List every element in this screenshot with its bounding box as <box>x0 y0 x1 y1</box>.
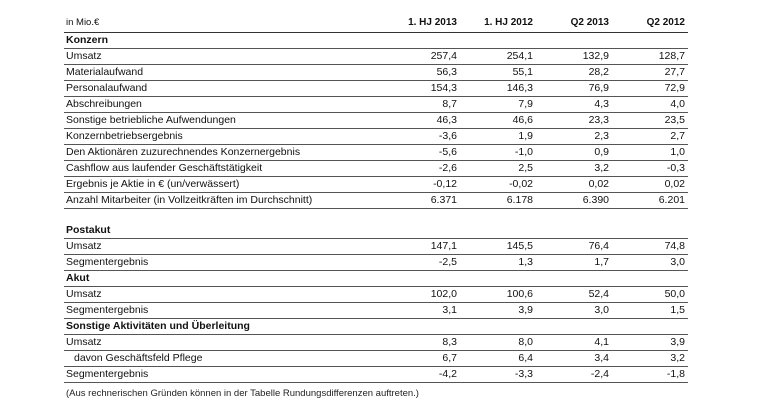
table-row <box>64 49 688 65</box>
table-row <box>64 145 688 161</box>
cell-value: -0,12 <box>380 177 460 193</box>
cell-value: 8,3 <box>380 335 460 351</box>
cell-value <box>612 271 688 287</box>
row-label: Segmentergebnis <box>64 255 380 271</box>
cell-value <box>536 271 612 287</box>
row-label: Abschreibungen <box>64 97 380 113</box>
table-body <box>64 12 688 383</box>
cell-value: -0,02 <box>460 177 536 193</box>
row-label: Cashflow aus laufender Geschäftstätigkeit <box>64 161 380 177</box>
section-header-row <box>64 223 688 239</box>
cell-value: 1,5 <box>612 303 688 319</box>
section-title: Sonstige Aktivitäten und Überleitung <box>64 319 380 335</box>
section-title: Akut <box>64 271 380 287</box>
row-label: Anzahl Mitarbeiter (in Vollzeitkräften im Durchschnitt) <box>64 193 380 209</box>
table-row <box>64 97 688 113</box>
row-label: Segmentergebnis <box>64 303 380 319</box>
section-header-row <box>64 319 688 335</box>
table-row <box>64 287 688 303</box>
financial-table <box>64 12 688 383</box>
row-label: davon Geschäftsfeld Pflege <box>64 351 380 367</box>
table-row <box>64 81 688 97</box>
table-row <box>64 161 688 177</box>
cell-value <box>536 319 612 335</box>
cell-value <box>612 319 688 335</box>
table-header-row <box>64 12 688 33</box>
cell-value: 100,6 <box>460 287 536 303</box>
cell-value: 3,9 <box>612 335 688 351</box>
cell-value: 147,1 <box>380 239 460 255</box>
row-label: Segmentergebnis <box>64 367 380 383</box>
cell-value: 0,02 <box>536 177 612 193</box>
row-label: Umsatz <box>64 287 380 303</box>
cell-value: 0,9 <box>536 145 612 161</box>
table-row <box>64 367 688 383</box>
cell-value <box>536 209 612 224</box>
cell-value: 3,9 <box>460 303 536 319</box>
table-row <box>64 303 688 319</box>
cell-value: 46,3 <box>380 113 460 129</box>
cell-value: 1,0 <box>612 145 688 161</box>
section-title: Postakut <box>64 223 380 239</box>
cell-value: 6,4 <box>460 351 536 367</box>
cell-value: -3,6 <box>380 129 460 145</box>
cell-value: 145,5 <box>460 239 536 255</box>
cell-value: 3,0 <box>612 255 688 271</box>
cell-value: 23,3 <box>536 113 612 129</box>
table-row <box>64 351 688 367</box>
cell-value: 27,7 <box>612 65 688 81</box>
cell-value: 76,4 <box>536 239 612 255</box>
row-label: Konzernbetriebsergebnis <box>64 129 380 145</box>
cell-value: 6.390 <box>536 193 612 209</box>
cell-value: 102,0 <box>380 287 460 303</box>
cell-value: 6.371 <box>380 193 460 209</box>
column-header-q2-2012: Q2 2012 <box>612 12 688 33</box>
footnote: (Aus rechnerischen Gründen können in der Tabelle Rundungsdifferenzen auftreten.) <box>66 388 419 399</box>
cell-value: 56,3 <box>380 65 460 81</box>
row-label: Umsatz <box>64 49 380 65</box>
cell-value: 3,2 <box>612 351 688 367</box>
section-header-row <box>64 33 688 49</box>
cell-value: 76,9 <box>536 81 612 97</box>
cell-value <box>380 223 460 239</box>
cell-value: 257,4 <box>380 49 460 65</box>
table-row <box>64 65 688 81</box>
cell-value: 6.178 <box>460 193 536 209</box>
cell-value: 154,3 <box>380 81 460 97</box>
cell-value: 2,5 <box>460 161 536 177</box>
cell-value: 2,3 <box>536 129 612 145</box>
cell-value: 8,0 <box>460 335 536 351</box>
cell-value: -3,3 <box>460 367 536 383</box>
column-header-1hj-2013: 1. HJ 2013 <box>380 12 460 33</box>
cell-value: 46,6 <box>460 113 536 129</box>
cell-value: 23,5 <box>612 113 688 129</box>
cell-value <box>380 319 460 335</box>
cell-value <box>380 209 460 224</box>
cell-value <box>460 209 536 224</box>
cell-value: 4,0 <box>612 97 688 113</box>
table-row <box>64 239 688 255</box>
table-row <box>64 255 688 271</box>
cell-value: 0,02 <box>612 177 688 193</box>
cell-value <box>536 223 612 239</box>
cell-value: 2,7 <box>612 129 688 145</box>
row-label: Personalaufwand <box>64 81 380 97</box>
cell-value: -4,2 <box>380 367 460 383</box>
cell-value: 28,2 <box>536 65 612 81</box>
cell-value: 72,9 <box>612 81 688 97</box>
unit-label: in Mio.€ <box>64 12 380 33</box>
cell-value: 4,1 <box>536 335 612 351</box>
column-header-1hj-2012: 1. HJ 2012 <box>460 12 536 33</box>
cell-value: 1,9 <box>460 129 536 145</box>
cell-value: 3,0 <box>536 303 612 319</box>
row-label: Umsatz <box>64 335 380 351</box>
cell-value: -2,5 <box>380 255 460 271</box>
row-label: Den Aktionären zuzurechnendes Konzernergebnis <box>64 145 380 161</box>
cell-value <box>536 33 612 49</box>
cell-value: 6,7 <box>380 351 460 367</box>
cell-value: 146,3 <box>460 81 536 97</box>
cell-value: -0,3 <box>612 161 688 177</box>
cell-value: 132,9 <box>536 49 612 65</box>
cell-value <box>460 319 536 335</box>
spacer-row <box>64 209 688 224</box>
cell-value: -1,8 <box>612 367 688 383</box>
cell-value: -2,4 <box>536 367 612 383</box>
table-row <box>64 335 688 351</box>
section-title: Konzern <box>64 33 380 49</box>
row-label: Sonstige betriebliche Aufwendungen <box>64 113 380 129</box>
cell-value <box>460 33 536 49</box>
cell-value: 3,1 <box>380 303 460 319</box>
column-header-q2-2013: Q2 2013 <box>536 12 612 33</box>
cell-value: 4,3 <box>536 97 612 113</box>
table-row <box>64 129 688 145</box>
cell-value: 3,2 <box>536 161 612 177</box>
cell-value: 74,8 <box>612 239 688 255</box>
cell-value: -5,6 <box>380 145 460 161</box>
row-label: Ergebnis je Aktie in € (un/verwässert) <box>64 177 380 193</box>
cell-value: 128,7 <box>612 49 688 65</box>
cell-value <box>460 223 536 239</box>
row-label: Materialaufwand <box>64 65 380 81</box>
cell-value: 1,3 <box>460 255 536 271</box>
cell-value <box>380 271 460 287</box>
cell-value: 7,9 <box>460 97 536 113</box>
cell-value: 254,1 <box>460 49 536 65</box>
cell-value <box>612 209 688 224</box>
cell-value: 50,0 <box>612 287 688 303</box>
table-row <box>64 113 688 129</box>
cell-value: 8,7 <box>380 97 460 113</box>
row-label: Umsatz <box>64 239 380 255</box>
cell-value: -1,0 <box>460 145 536 161</box>
cell-value: 52,4 <box>536 287 612 303</box>
cell-value: 3,4 <box>536 351 612 367</box>
cell-value: 1,7 <box>536 255 612 271</box>
row-label <box>64 209 380 224</box>
cell-value <box>380 33 460 49</box>
cell-value: 6.201 <box>612 193 688 209</box>
table-row <box>64 193 688 209</box>
cell-value <box>612 33 688 49</box>
cell-value <box>460 271 536 287</box>
section-header-row <box>64 271 688 287</box>
table-row <box>64 177 688 193</box>
cell-value: -2,6 <box>380 161 460 177</box>
cell-value: 55,1 <box>460 65 536 81</box>
cell-value <box>612 223 688 239</box>
